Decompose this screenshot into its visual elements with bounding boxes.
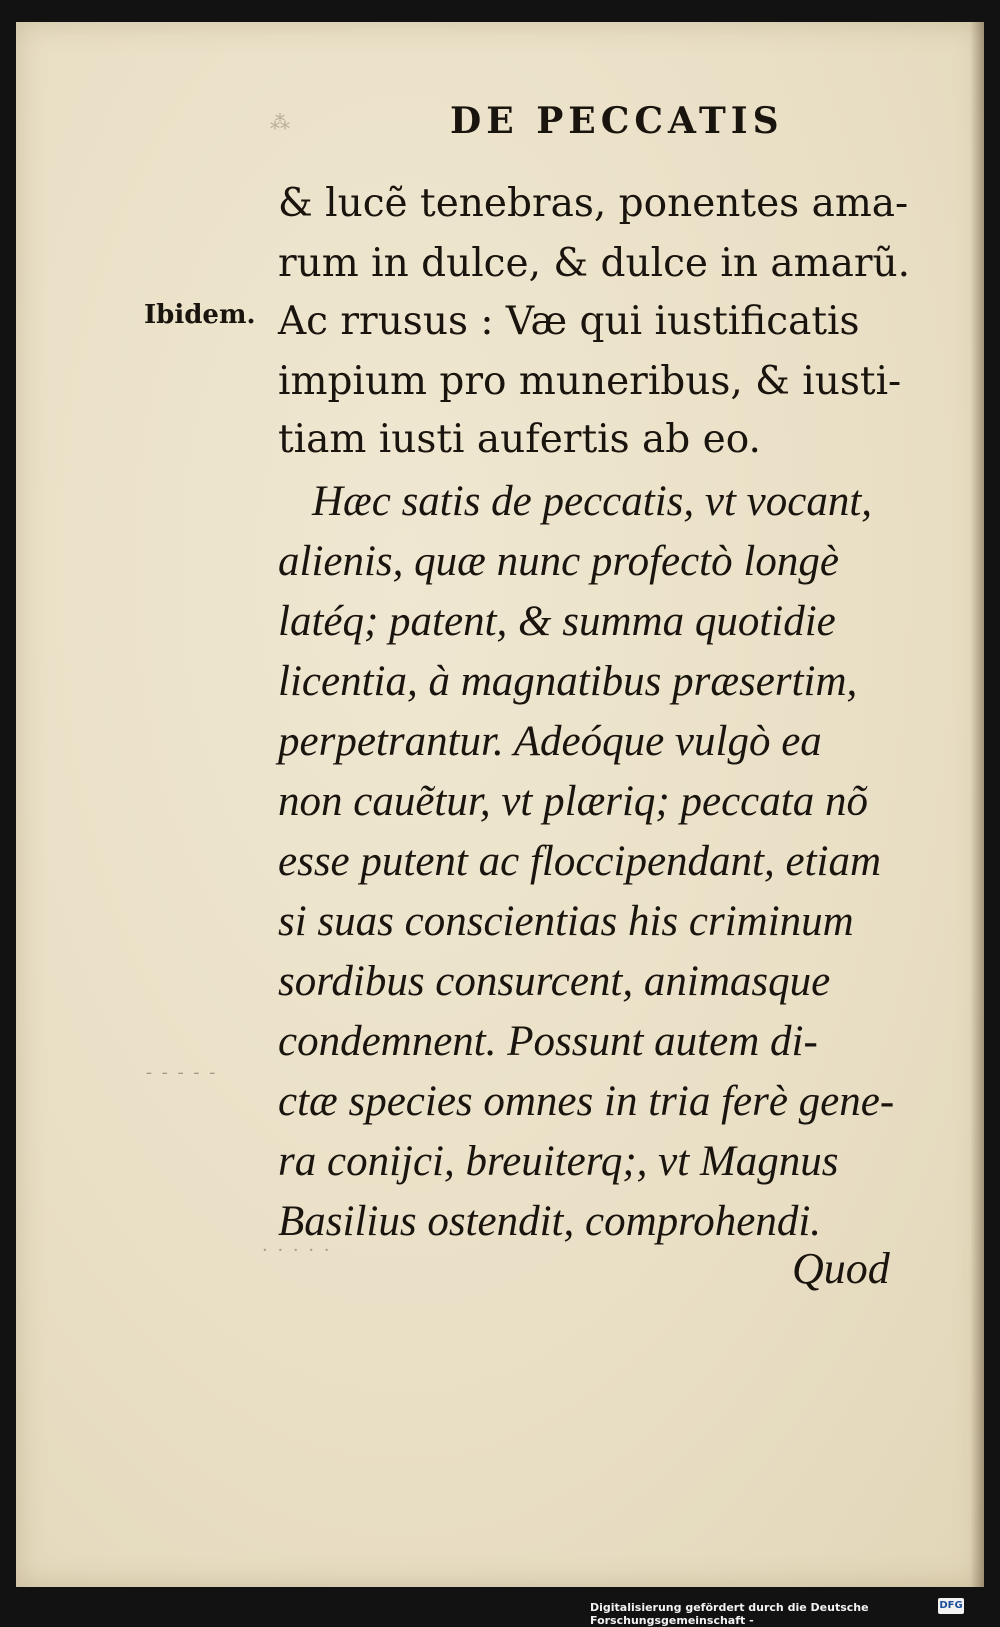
text-line-1: & lucẽ tenebras, ponentes ama- xyxy=(278,181,909,226)
text-line-9: licentia, à magnatibus præsertim, xyxy=(278,658,858,705)
running-head: DE PECCATIS xyxy=(450,100,784,142)
text-line-12: esse putent ac floccipendant, etiam xyxy=(278,838,882,885)
text-line-10: perpetrantur. Adeóque vulgò ea xyxy=(278,718,822,765)
text-line-11: non cauẽtur, vt plæriq; peccata nõ xyxy=(278,778,868,825)
faint-margin-mark: - - - - - xyxy=(146,1062,218,1083)
text-line-7: alienis, quæ nunc profectò longè xyxy=(278,538,839,585)
digitization-credit: Digitalisierung gefördert durch die Deutsche Forschungsgemeinschaft - xyxy=(590,1601,869,1627)
text-line-3: Ac rrusus : Væ qui iustificatis xyxy=(278,299,860,344)
text-line-14: sordibus consurcent, animasque xyxy=(278,958,831,1005)
text-line-17: ra conijci, breuiterq;, vt Magnus xyxy=(278,1138,839,1185)
text-line-16: ctæ species omnes in tria ferè gene- xyxy=(278,1078,895,1125)
text-line-18: Basilius ostendit, comprohendi. xyxy=(278,1198,822,1245)
text-line-4: impium pro muneribus, & iusti- xyxy=(278,359,902,404)
faint-ornament: ⁂ xyxy=(270,110,290,134)
catchword: Quod xyxy=(792,1244,890,1293)
text-line-13: si suas conscientias his criminum xyxy=(278,898,854,945)
dfg-logo: DFG xyxy=(938,1598,964,1614)
text-line-6: Hæc satis de peccatis, vt vocant, xyxy=(312,478,873,525)
text-line-8: latéq; patent, & summa quotidie xyxy=(278,598,836,645)
text-line-5: tiam iusti aufertis ab eo. xyxy=(278,417,761,462)
text-line-2: rum in dulce, & dulce in amarũ. xyxy=(278,241,911,286)
text-line-15: condemnent. Possunt autem di- xyxy=(278,1018,818,1065)
margin-note-ibidem: Ibidem. xyxy=(144,300,256,330)
page-edge-shadow xyxy=(970,22,984,1587)
faint-margin-mark: · · · · · xyxy=(262,1240,332,1261)
